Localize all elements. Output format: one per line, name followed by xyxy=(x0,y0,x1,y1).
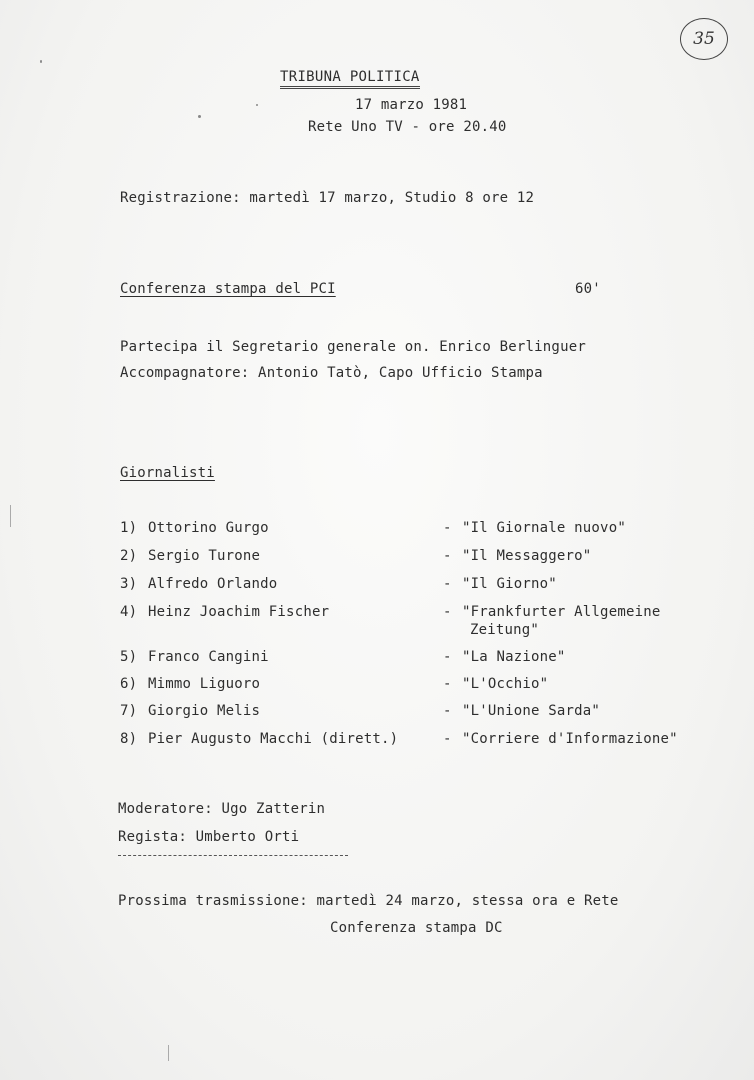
conference-title: Conferenza stampa del PCI xyxy=(120,281,336,297)
registration-line: Registrazione: martedì 17 marzo, Studio 8 ore 12 xyxy=(120,190,535,206)
journalists-heading: Giornalisti xyxy=(120,465,215,481)
item-dash: - xyxy=(443,604,452,620)
journalist-name: Franco Cangini xyxy=(148,649,269,665)
margin-mark xyxy=(10,505,11,527)
newspaper-name: "L'Unione Sarda" xyxy=(462,703,601,719)
newspaper-name: "La Nazione" xyxy=(462,649,566,665)
newspaper-name: "Il Messaggero" xyxy=(462,548,592,564)
journalist-name: Ottorino Gurgo xyxy=(148,520,269,536)
scan-speck xyxy=(256,104,258,106)
item-number: 2) xyxy=(120,548,138,564)
director-line: Regista: Umberto Orti xyxy=(118,829,300,845)
newspaper-name: "Frankfurter Allgemeine xyxy=(462,604,661,620)
next-broadcast-line: Prossima trasmissione: martedì 24 marzo, stessa ora e Rete xyxy=(118,893,619,909)
scan-speck xyxy=(198,115,201,118)
margin-mark xyxy=(168,1045,169,1061)
newspaper-name: "L'Occhio" xyxy=(462,676,549,692)
item-number: 5) xyxy=(120,649,138,665)
item-dash: - xyxy=(443,576,452,592)
item-dash: - xyxy=(443,703,452,719)
item-number: 6) xyxy=(120,676,138,692)
participant-line: Partecipa il Segretario generale on. Enrico Berlinguer xyxy=(120,339,586,355)
newspaper-name: "Il Giorno" xyxy=(462,576,557,592)
scan-speck xyxy=(40,60,42,63)
companion-line: Accompagnatore: Antonio Tatò, Capo Ufficio Stampa xyxy=(120,365,543,381)
document-title: TRIBUNA POLITICA xyxy=(280,68,420,89)
item-number: 8) xyxy=(120,731,138,747)
item-dash: - xyxy=(443,731,452,747)
newspaper-name-continued: Zeitung" xyxy=(470,622,540,638)
broadcast-date: 17 marzo 1981 xyxy=(355,97,468,113)
item-number: 4) xyxy=(120,604,138,620)
item-dash: - xyxy=(443,520,452,536)
journalist-name: Mimmo Liguoro xyxy=(148,676,261,692)
journalist-name: Sergio Turone xyxy=(148,548,261,564)
journalist-name: Giorgio Melis xyxy=(148,703,261,719)
newspaper-name: "Corriere d'Informazione" xyxy=(462,731,678,747)
next-broadcast-topic: Conferenza stampa DC xyxy=(330,920,503,936)
section-divider xyxy=(118,855,348,856)
item-dash: - xyxy=(443,548,452,564)
conference-duration: 60' xyxy=(575,281,601,297)
journalist-name: Heinz Joachim Fischer xyxy=(148,604,330,620)
journalist-name: Pier Augusto Macchi (dirett.) xyxy=(148,731,399,747)
item-number: 3) xyxy=(120,576,138,592)
item-dash: - xyxy=(443,676,452,692)
moderator-line: Moderatore: Ugo Zatterin xyxy=(118,801,326,817)
item-dash: - xyxy=(443,649,452,665)
newspaper-name: "Il Giornale nuovo" xyxy=(462,520,626,536)
item-number: 7) xyxy=(120,703,138,719)
item-number: 1) xyxy=(120,520,138,536)
journalist-name: Alfredo Orlando xyxy=(148,576,278,592)
page-number: 35 xyxy=(680,18,728,60)
broadcast-channel: Rete Uno TV - ore 20.40 xyxy=(308,119,507,135)
